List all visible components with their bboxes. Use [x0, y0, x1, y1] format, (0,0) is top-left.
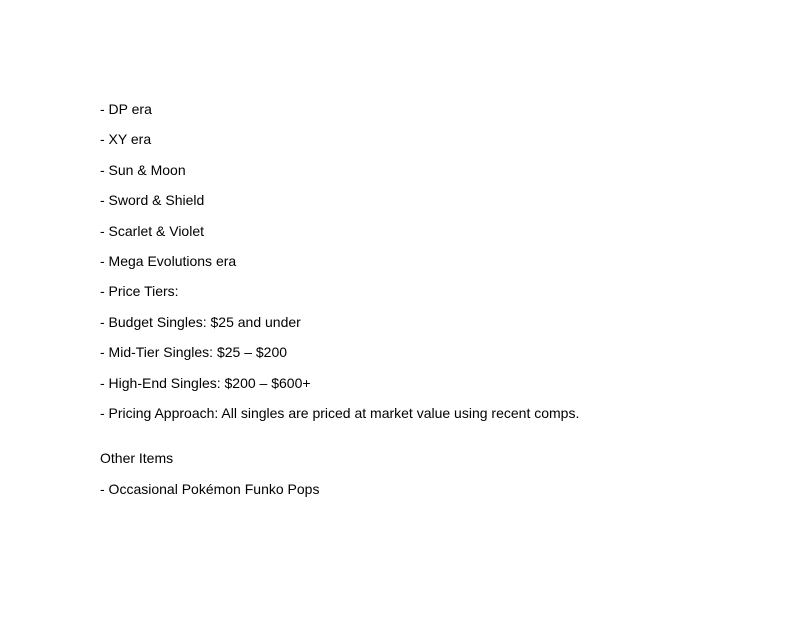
other-items-heading: Other Items	[100, 450, 174, 467]
list-item-pricing-approach: - Pricing Approach: All singles are priced at market value using recent comps.	[100, 404, 580, 421]
list-item-sun-moon: - Sun & Moon	[100, 161, 186, 178]
list-item-price-tiers: - Price Tiers:	[100, 283, 179, 300]
list-item-mega-evolutions: - Mega Evolutions era	[100, 252, 237, 269]
list-item-sword-shield: - Sword & Shield	[100, 192, 205, 209]
list-item-funko-pops: - Occasional Pokémon Funko Pops	[100, 480, 320, 497]
list-item-scarlet-violet: - Scarlet & Violet	[100, 222, 205, 239]
document-body	[100, 101, 780, 511]
list-item-budget-singles: - Budget Singles: $25 and under	[100, 313, 301, 330]
list-item-dp-era: - DP era	[100, 101, 152, 117]
list-item-high-end-singles: - High-End Singles: $200 – $600+	[100, 374, 311, 391]
list-item-mid-tier-singles: - Mid-Tier Singles: $25 – $200	[100, 344, 288, 361]
list-item-xy-era: - XY era	[100, 131, 152, 148]
